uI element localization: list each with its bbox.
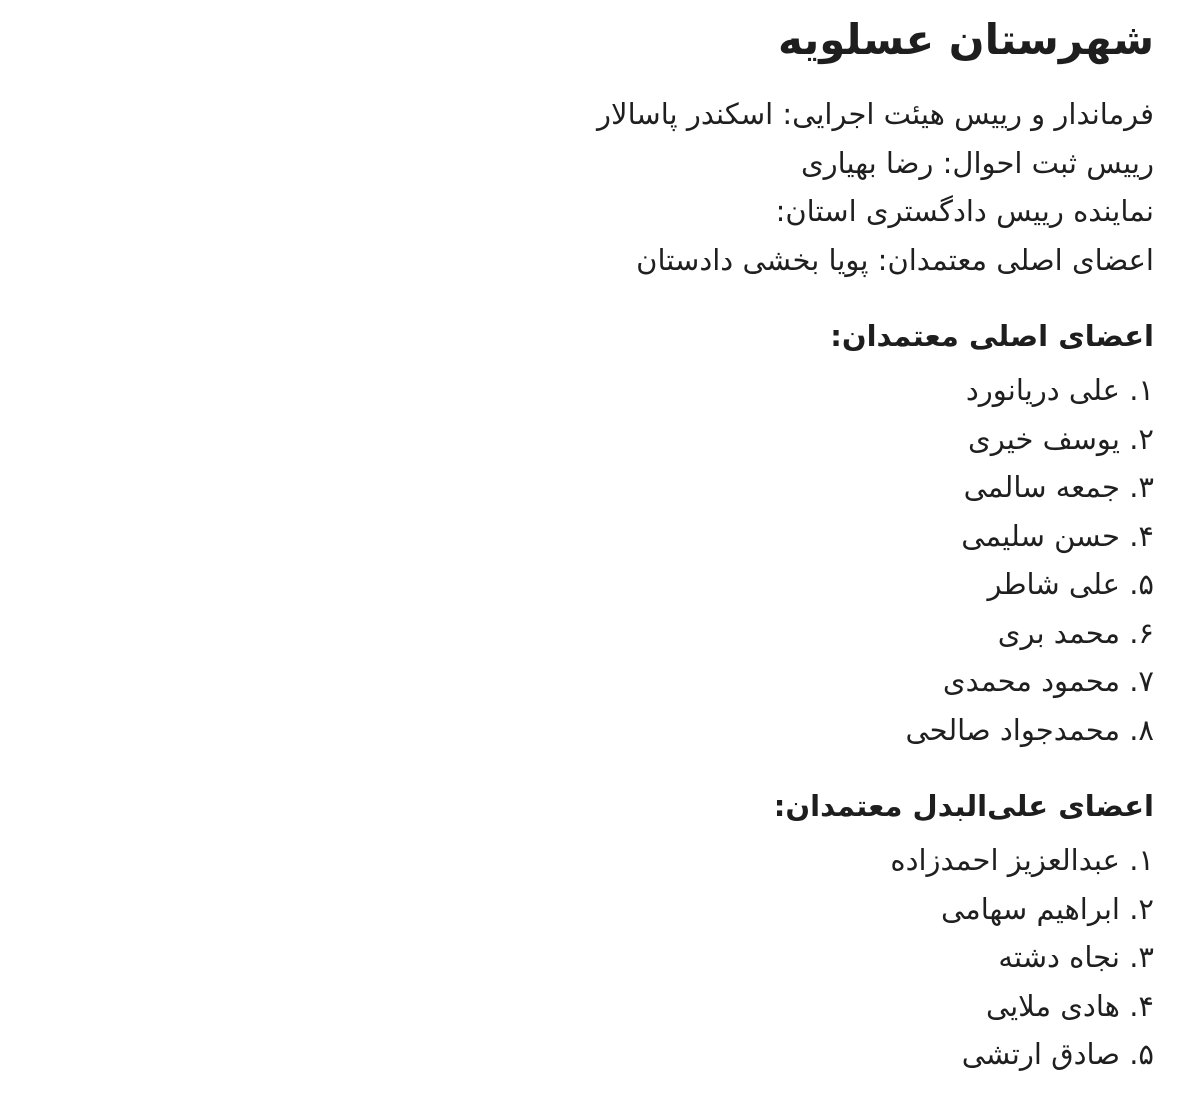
item-number: ۲. [1129, 891, 1154, 926]
item-number: ۱. [1129, 843, 1154, 877]
list-item [24, 415, 1154, 464]
list-item [24, 933, 1154, 982]
item-number: ۴. [1129, 988, 1154, 1023]
member-name: علی دریانورد [965, 373, 1120, 407]
official-prosecutor: اعضای اصلی معتمدان: پویا بخشی دادستان [636, 242, 1154, 277]
list-item [24, 512, 1154, 561]
list-item [24, 1030, 1154, 1079]
member-name: هادی ملایی [985, 988, 1120, 1023]
list-item [24, 560, 1154, 609]
member-name: نجاه دشته [998, 940, 1120, 974]
page-title: شهرستان عسلویه [778, 15, 1154, 64]
official-governor: فرماندار و رییس هیئت اجرایی: اسکندر پاسالار [597, 97, 1154, 131]
main-members-list [24, 366, 1154, 754]
alternate-members-list [24, 836, 1154, 1079]
item-number: ۵. [1129, 567, 1154, 601]
item-number: ۴. [1129, 518, 1154, 553]
member-name: علی شاطر [987, 567, 1120, 601]
item-number: ۸. [1129, 712, 1154, 747]
member-name: حسن سلیمی [961, 518, 1120, 553]
item-number: ۲. [1129, 421, 1154, 456]
member-name: جمعه سالمی [963, 470, 1120, 504]
item-number: ۳. [1129, 470, 1154, 504]
alternate-members-heading: اعضای علی‌البدل معتمدان: [773, 789, 1154, 823]
list-item [24, 657, 1154, 706]
member-name: صادق ارتشی [961, 1037, 1120, 1071]
list-item [24, 366, 1154, 415]
item-number: ۷. [1129, 664, 1154, 698]
list-item [24, 982, 1154, 1031]
main-members-heading: اعضای اصلی معتمدان: [830, 319, 1154, 353]
list-item [24, 836, 1154, 885]
official-judiciary-rep: نماینده رییس دادگستری استان: [775, 194, 1154, 228]
official-civil-registry: رییس ثبت احوال: رضا بهیاری [800, 145, 1154, 180]
member-name: عبدالعزیز احمدزاده [890, 843, 1120, 877]
member-name: ابراهیم سهامی [941, 891, 1120, 926]
officials-list [24, 90, 1154, 284]
item-number: ۳. [1129, 940, 1154, 974]
item-number: ۶. [1129, 615, 1154, 650]
member-name: محمدجواد صالحی [905, 712, 1120, 747]
list-item [24, 885, 1154, 934]
member-name: محمود محمدی [942, 664, 1120, 698]
item-number: ۵. [1129, 1037, 1154, 1071]
member-name: یوسف خیری [968, 421, 1120, 456]
member-name: محمد بری [997, 615, 1120, 650]
list-item [24, 463, 1154, 512]
item-number: ۱. [1129, 373, 1154, 407]
list-item [24, 609, 1154, 658]
list-item [24, 706, 1154, 755]
